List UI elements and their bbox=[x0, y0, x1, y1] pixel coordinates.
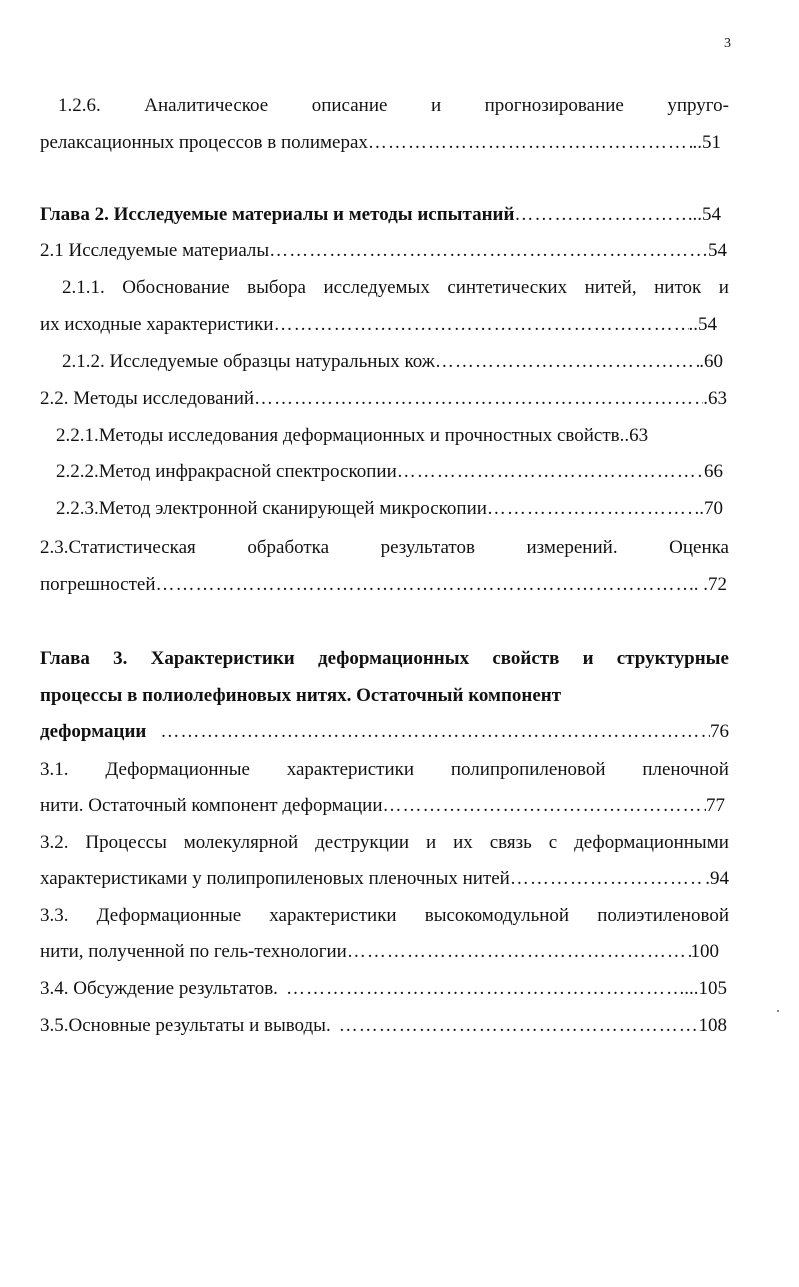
toc-page-number: 66 bbox=[704, 461, 723, 482]
toc-page-number: ..54 bbox=[688, 314, 717, 335]
toc-word: и bbox=[430, 95, 442, 116]
toc-entry-text: 3.5.Основные результаты и выводы. bbox=[40, 1015, 331, 1036]
toc-entry-text: их исходные характеристики bbox=[40, 314, 274, 335]
toc-word: исследуемых bbox=[323, 277, 430, 298]
toc-page-number: 54 bbox=[708, 240, 727, 261]
toc-word: Оценка bbox=[669, 537, 729, 558]
toc-word: нитей, bbox=[584, 277, 637, 298]
toc-page-number: ..51 bbox=[692, 132, 721, 153]
toc-word: связь bbox=[489, 832, 532, 853]
scan-speck bbox=[777, 1010, 779, 1012]
toc-entry-text: нити. Остаточный компонент деформации bbox=[40, 795, 383, 816]
toc-entry-2-1-2 bbox=[62, 352, 723, 371]
toc-entry-2-2-3 bbox=[56, 499, 723, 518]
dot-leader bbox=[156, 575, 694, 594]
toc-word: 3. bbox=[113, 648, 128, 669]
toc-entry-3-3-line2 bbox=[40, 942, 719, 961]
dot-leader bbox=[286, 979, 684, 998]
toc-word: 2.1.1. bbox=[62, 277, 105, 298]
toc-page-number: . .72 bbox=[693, 574, 727, 595]
toc-entry-text: релаксационных процессов в полимерах bbox=[40, 132, 368, 153]
toc-word: характеристики bbox=[286, 759, 415, 780]
toc-entry-text: погрешностей bbox=[40, 574, 156, 595]
toc-entry-3-5 bbox=[40, 1016, 727, 1035]
toc-word: деформационными bbox=[574, 832, 729, 853]
toc-word: Деформационные bbox=[105, 759, 250, 780]
toc-word: обработка bbox=[247, 537, 330, 558]
toc-page-number: ..70 bbox=[694, 498, 723, 519]
toc-entry-3-4 bbox=[40, 979, 727, 998]
toc-entry-1-2-6-line1 bbox=[58, 96, 729, 115]
toc-word: Процессы bbox=[85, 832, 167, 853]
toc-word: пленочной bbox=[642, 759, 729, 780]
dot-leader bbox=[347, 942, 691, 961]
toc-entry-2-2-1 bbox=[56, 426, 723, 445]
toc-page-number: ..54 bbox=[692, 204, 721, 225]
toc-word: полипропиленовой bbox=[450, 759, 606, 780]
toc-entry-3-2-line1 bbox=[40, 833, 729, 852]
toc-page-number: .94 bbox=[700, 868, 729, 889]
toc-word: синтетических bbox=[447, 277, 568, 298]
dot-leader bbox=[487, 499, 695, 518]
dot-leader bbox=[269, 241, 708, 260]
toc-chapter-title: деформации bbox=[40, 721, 147, 742]
toc-entry-2-2-2 bbox=[56, 462, 723, 481]
toc-word: высокомодульной bbox=[424, 905, 570, 926]
toc-word: описание bbox=[311, 95, 388, 116]
dot-leader bbox=[274, 315, 689, 334]
toc-word: Деформационные bbox=[96, 905, 242, 926]
toc-chapter-3-line2: процессы в полиолефиновых нитях. Остаточный компонент bbox=[40, 685, 562, 706]
toc-word: Аналитическое bbox=[144, 95, 269, 116]
toc-word: Глава bbox=[40, 648, 90, 669]
toc-word: полиэтиленовой bbox=[597, 905, 729, 926]
toc-word: и bbox=[718, 277, 729, 298]
dot-leader bbox=[435, 352, 699, 371]
toc-entry-3-3-line1 bbox=[40, 906, 729, 925]
dot-leader bbox=[383, 796, 706, 815]
toc-entry-text: 2.1.2. Исследуемые образцы натуральных кож bbox=[62, 351, 435, 372]
toc-entry-text: 2.2.2.Метод инфракрасной спектроскопии bbox=[56, 461, 397, 482]
toc-page-number: .63 bbox=[703, 388, 727, 409]
toc-word: деструкции bbox=[315, 832, 410, 853]
page-number: 3 bbox=[724, 36, 731, 51]
toc-word: прогнозирование bbox=[484, 95, 624, 116]
toc-entry-2-1-1-line2 bbox=[40, 315, 717, 334]
toc-word: 3.3. bbox=[40, 905, 69, 926]
toc-word: Характеристики bbox=[150, 648, 295, 669]
toc-entry-2-2 bbox=[40, 389, 727, 408]
toc-page-number: 100 bbox=[690, 941, 719, 962]
dot-leader bbox=[514, 205, 692, 224]
toc-word: и bbox=[426, 832, 437, 853]
toc-word: ниток bbox=[654, 277, 702, 298]
toc-word: 3.2. bbox=[40, 832, 69, 853]
toc-word: выбора bbox=[247, 277, 306, 298]
toc-entry-2-1-1-line1 bbox=[62, 278, 729, 297]
toc-word: 3.1. bbox=[40, 759, 69, 780]
dot-leader bbox=[160, 722, 710, 741]
toc-word: упруго- bbox=[667, 95, 729, 116]
toc-entry-3-2-line2 bbox=[40, 869, 729, 888]
toc-word: с bbox=[548, 832, 558, 853]
dot-leader bbox=[397, 462, 704, 481]
toc-entry-text: 2.2.1.Методы исследования деформационных и прочностных свойств bbox=[56, 425, 620, 446]
dot-leader bbox=[368, 133, 693, 152]
toc-word: результатов bbox=[380, 537, 475, 558]
toc-entry-2-1 bbox=[40, 241, 727, 260]
toc-chapter-title: Глава 2. Исследуемые материалы и методы испытаний bbox=[40, 204, 515, 225]
toc-page-number: 76 bbox=[710, 721, 729, 742]
toc-word: и bbox=[582, 648, 594, 669]
toc-entry-text: нити, полученной по гель-технологии bbox=[40, 941, 347, 962]
toc-chapter-2 bbox=[40, 205, 721, 224]
toc-word: их bbox=[453, 832, 473, 853]
toc-page-number: 77 bbox=[706, 795, 725, 816]
toc-page-number: 108 bbox=[698, 1015, 727, 1036]
toc-word: свойств bbox=[492, 648, 560, 669]
toc-entry-text: характеристиками у полипропиленовых пленочных нитей bbox=[40, 868, 510, 889]
toc-page-number: ...105 bbox=[684, 978, 727, 999]
dot-leader bbox=[254, 389, 703, 408]
dot-leader bbox=[339, 1016, 699, 1035]
toc-entry-2-3-line1 bbox=[40, 538, 729, 557]
toc-word: деформационных bbox=[317, 648, 470, 669]
toc-entry-text: 2.2. Методы исследований bbox=[40, 388, 255, 409]
toc-word: 2.3.Статистическая bbox=[40, 537, 196, 558]
toc-entry-3-1-line2 bbox=[40, 796, 725, 815]
toc-entry-text: 2.1 Исследуемые материалы bbox=[40, 240, 270, 261]
toc-word: измерений. bbox=[526, 537, 618, 558]
toc-page-number: ..63 bbox=[619, 425, 649, 446]
toc-word: 1.2.6. bbox=[58, 95, 101, 116]
toc-entry-3-1-line1 bbox=[40, 760, 729, 779]
toc-page-number: .60 bbox=[699, 351, 723, 372]
dot-leader bbox=[510, 869, 701, 888]
toc-word: характеристики bbox=[269, 905, 397, 926]
toc-word: Обоснование bbox=[122, 277, 230, 298]
toc-entry-text: 3.4. Обсуждение результатов. bbox=[40, 978, 278, 999]
toc-word: структурные bbox=[616, 648, 729, 669]
toc-chapter-3-line1 bbox=[40, 649, 729, 668]
toc-word: молекулярной bbox=[183, 832, 299, 853]
toc-entry-text: 2.2.3.Метод электронной сканирующей микроскопии bbox=[56, 498, 487, 519]
toc-entry-1-2-6-line2 bbox=[40, 133, 721, 152]
toc-chapter-3-line3 bbox=[40, 722, 729, 741]
toc-entry-2-3-line2 bbox=[40, 575, 727, 594]
